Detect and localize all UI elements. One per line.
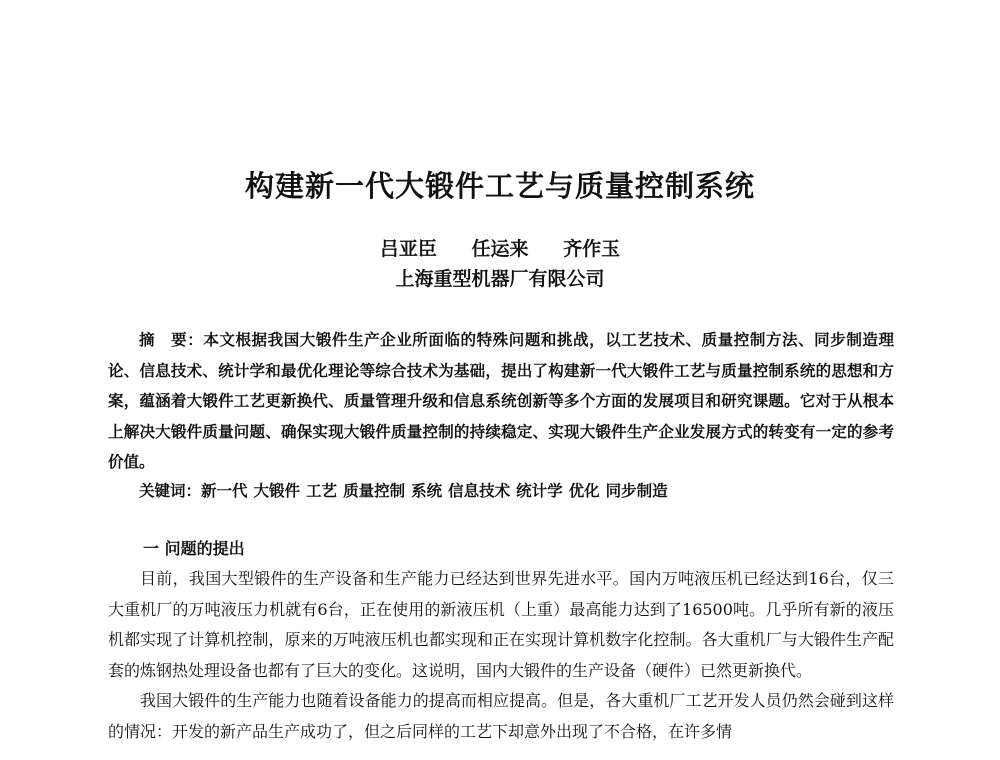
keywords-label: 关键词： [139, 481, 202, 500]
keyword: 信息技术 [448, 481, 511, 500]
abstract-label: 摘 要： [139, 330, 204, 349]
paper-title: 构建新一代大锻件工艺与质量控制系统 [244, 169, 755, 203]
body-paragraph: 我国大锻件的生产能力也随着设备能力的提高而相应提高。但是，各大重机厂工艺开发人员仍然会碰到这样的情况：开发的新产品生产成功了，但之后同样的工艺下却意外出现了不合格，在许多情 [108, 691, 894, 741]
keyword: 优化 [568, 481, 600, 500]
keyword: 工艺 [306, 481, 338, 500]
keyword: 同步制造 [605, 481, 668, 500]
keyword: 系统 [411, 481, 443, 500]
abstract-text: 本文根据我国大锻件生产企业所面临的特殊问题和挑战，以工艺技术、质量控制方法、同步制造理论、信息技术、统计学和最优化理论等综合技术为基础，提出了构建新一代大锻件工艺与质量控制系统的思想和方案，蕴涵着大锻件工艺更新换代、质量管理升级和信息系统创新等多个方面的发展项目和研究课题。它对于从根本上解决大锻件质量问题、确保实现大锻件质量控制的持续稳定、实现大锻件生产企业发展方式的转变有一定的参考价值。 [108, 330, 894, 471]
abstract [108, 325, 894, 478]
section-body [108, 564, 894, 748]
section-heading: 一 问题的提出 [143, 539, 245, 558]
body-paragraph: 目前，我国大型锻件的生产设备和生产能力已经达到世界先进水平。国内万吨液压机已经达到16台，仅三大重机厂的万吨液压力机就有6台，正在使用的新液压机（上重）最高能力达到了16500吨。几乎所有新的液压机都实现了计算机控制，原来的万吨液压机也都实现和正在实现计算机数字化控制。各大重机厂与大锻件生产配套的炼钢热处理设备也都有了巨大的变化。这说明，国内大锻件的生产设备（硬件）已然更新换代。 [108, 569, 894, 680]
keyword: 大锻件 [253, 481, 301, 500]
author-name: 吕亚臣 [379, 238, 437, 260]
author-name: 齐作玉 [563, 238, 621, 260]
keyword: 统计学 [516, 481, 563, 500]
author-list [0, 234, 1000, 261]
keyword: 新一代 [201, 481, 248, 500]
author-affiliation: 上海重型机器厂有限公司 [395, 268, 605, 290]
author-name: 任运来 [471, 238, 529, 260]
keywords [108, 476, 894, 506]
keyword: 质量控制 [343, 481, 406, 500]
